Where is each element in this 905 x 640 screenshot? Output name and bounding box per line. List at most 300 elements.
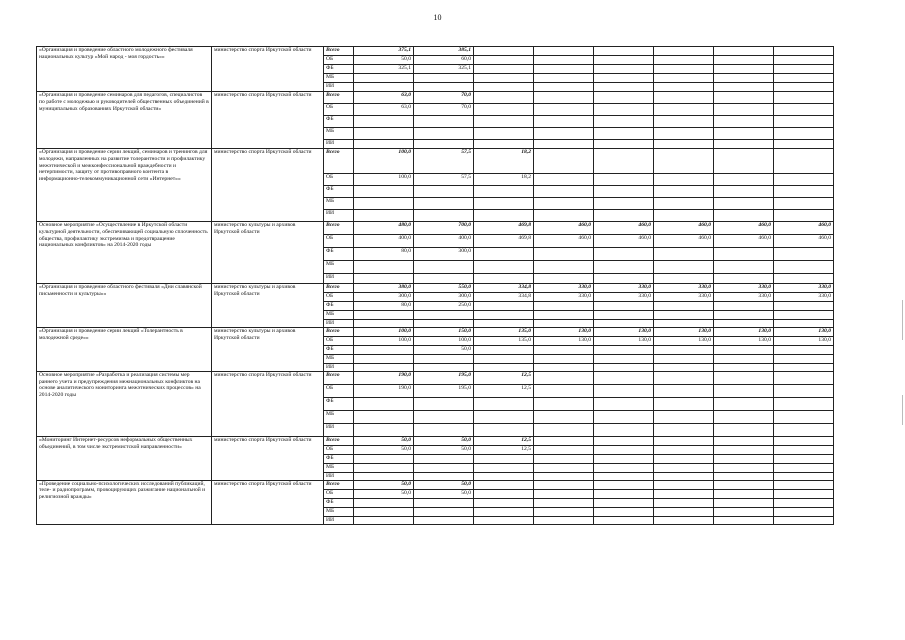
amount-cell (594, 74, 654, 83)
amount-cell (474, 128, 534, 140)
table-row (37, 480, 834, 489)
amount-cell (714, 507, 774, 516)
amount-cell: 50,0 (354, 489, 414, 498)
activity-description: «Организация и проведение серии лекций «Толерантность в молодежной среде»» (37, 327, 212, 371)
amount-cell (534, 480, 594, 489)
funding-table (36, 46, 834, 525)
amount-cell (414, 186, 474, 198)
amount-cell (474, 397, 534, 410)
funding-source-label: ОБ (324, 489, 354, 498)
funding-source-label: ОБ (324, 174, 354, 186)
amount-cell (774, 397, 834, 410)
amount-cell (654, 302, 714, 311)
amount-cell (654, 65, 714, 74)
amount-cell (654, 56, 714, 65)
amount-cell (714, 516, 774, 524)
amount-cell (414, 74, 474, 83)
amount-cell (594, 463, 654, 472)
amount-cell: 190,0 (354, 384, 414, 397)
amount-cell: 300,0 (414, 293, 474, 302)
amount-cell: 700,0 (414, 222, 474, 235)
amount-cell (474, 274, 534, 284)
amount-cell (714, 371, 774, 384)
responsible-executor: министерство спорта Иркутской области (212, 149, 324, 222)
amount-cell: 190,0 (354, 371, 414, 384)
amount-cell: 460,0 (774, 222, 834, 235)
amount-cell (774, 83, 834, 92)
funding-source-label: ФБ (324, 454, 354, 463)
amount-cell (654, 198, 714, 210)
amount-cell (594, 186, 654, 198)
amount-cell: 12,5 (474, 445, 534, 454)
amount-cell (594, 104, 654, 116)
amount-cell (534, 128, 594, 140)
amount-cell (714, 320, 774, 328)
amount-cell (714, 463, 774, 472)
amount-cell (534, 311, 594, 320)
amount-cell (594, 489, 654, 498)
amount-cell (774, 489, 834, 498)
amount-cell (714, 472, 774, 480)
funding-source-label: Всего (324, 222, 354, 235)
amount-cell (714, 498, 774, 507)
amount-cell (414, 311, 474, 320)
funding-source-label: ОБ (324, 445, 354, 454)
amount-cell (654, 116, 714, 128)
amount-cell (654, 140, 714, 149)
amount-cell (594, 198, 654, 210)
funding-source-label: Всего (324, 480, 354, 489)
amount-cell: 385,1 (414, 47, 474, 56)
amount-cell (414, 210, 474, 222)
amount-cell (534, 445, 594, 454)
amount-cell: 130,0 (534, 336, 594, 345)
amount-cell (474, 410, 534, 423)
amount-cell: 130,0 (654, 327, 714, 336)
amount-cell (594, 507, 654, 516)
responsible-executor: министерство спорта Иркутской области (212, 47, 324, 92)
amount-cell (714, 248, 774, 261)
amount-cell (774, 480, 834, 489)
amount-cell: 57,5 (414, 174, 474, 186)
funding-source-label: ИИ (324, 320, 354, 328)
amount-cell (534, 397, 594, 410)
amount-cell (774, 186, 834, 198)
amount-cell: 330,0 (654, 284, 714, 293)
funding-source-label: ОБ (324, 56, 354, 65)
amount-cell (594, 149, 654, 174)
amount-cell (714, 56, 774, 65)
amount-cell (654, 363, 714, 371)
responsible-executor: министерство спорта Иркутской области (212, 480, 324, 524)
amount-cell: 469,8 (474, 235, 534, 248)
amount-cell (654, 210, 714, 222)
amount-cell (534, 83, 594, 92)
amount-cell (774, 149, 834, 174)
amount-cell: 330,0 (534, 284, 594, 293)
amount-cell (354, 140, 414, 149)
amount-cell: 18,2 (474, 174, 534, 186)
amount-cell (714, 480, 774, 489)
amount-cell (534, 65, 594, 74)
funding-source-label: МБ (324, 261, 354, 274)
amount-cell (774, 363, 834, 371)
amount-cell: 80,0 (354, 302, 414, 311)
amount-cell: 195,0 (414, 384, 474, 397)
funding-source-label: Всего (324, 327, 354, 336)
amount-cell: 135,0 (474, 327, 534, 336)
amount-cell (654, 174, 714, 186)
amount-cell (654, 480, 714, 489)
funding-source-label: ОБ (324, 235, 354, 248)
amount-cell (354, 345, 414, 354)
amount-cell (414, 498, 474, 507)
amount-cell (774, 47, 834, 56)
scan-edge-mark (902, 300, 903, 340)
amount-cell (534, 104, 594, 116)
amount-cell (654, 47, 714, 56)
amount-cell (534, 274, 594, 284)
page-number: 10 (433, 13, 442, 22)
amount-cell (474, 363, 534, 371)
amount-cell (654, 410, 714, 423)
funding-source-label: Всего (324, 149, 354, 174)
amount-cell (714, 397, 774, 410)
amount-cell (414, 261, 474, 274)
amount-cell (654, 74, 714, 83)
amount-cell (534, 436, 594, 445)
amount-cell: 100,0 (414, 336, 474, 345)
amount-cell (354, 516, 414, 524)
amount-cell (534, 56, 594, 65)
amount-cell (354, 274, 414, 284)
table-row (37, 284, 834, 293)
amount-cell (774, 65, 834, 74)
amount-cell (354, 397, 414, 410)
amount-cell (654, 454, 714, 463)
responsible-executor: министерство спорта Иркутской области (212, 92, 324, 149)
amount-cell: 460,0 (534, 235, 594, 248)
amount-cell (354, 423, 414, 436)
amount-cell (714, 186, 774, 198)
amount-cell: 300,0 (414, 248, 474, 261)
amount-cell (474, 116, 534, 128)
activity-description: «Организация и проведение семинаров для педагогов, специалистов по работе с молодежью и руководителей общественных объединений в муниципальных образованиях Иркутской области» (37, 92, 212, 149)
activity-description: «Проведение социально-психологических исследований публикаций, теле- и радиопрограмм, провоцирующих разжигание национальной и религиозной вражды» (37, 480, 212, 524)
amount-cell (414, 507, 474, 516)
funding-source-label: ИИ (324, 83, 354, 92)
amount-cell (474, 320, 534, 328)
amount-cell (534, 174, 594, 186)
amount-cell (594, 248, 654, 261)
funding-source-label: ОБ (324, 336, 354, 345)
funding-source-label: МБ (324, 74, 354, 83)
funding-source-label: ФБ (324, 498, 354, 507)
amount-cell (474, 480, 534, 489)
amount-cell: 460,0 (714, 235, 774, 248)
amount-cell: 375,1 (354, 47, 414, 56)
amount-cell: 63,0 (354, 104, 414, 116)
amount-cell (654, 423, 714, 436)
amount-cell: 100,0 (354, 174, 414, 186)
amount-cell (594, 274, 654, 284)
amount-cell: 50,0 (414, 445, 474, 454)
funding-source-label: Всего (324, 436, 354, 445)
amount-cell: 480,0 (354, 222, 414, 235)
amount-cell: 130,0 (774, 327, 834, 336)
amount-cell (474, 83, 534, 92)
amount-cell: 130,0 (594, 336, 654, 345)
amount-cell: 12,5 (474, 384, 534, 397)
amount-cell (354, 363, 414, 371)
amount-cell: 334,8 (474, 293, 534, 302)
amount-cell (654, 436, 714, 445)
amount-cell: 460,0 (654, 235, 714, 248)
amount-cell (534, 116, 594, 128)
amount-cell (654, 463, 714, 472)
amount-cell (414, 454, 474, 463)
amount-cell: 330,0 (594, 284, 654, 293)
amount-cell (594, 174, 654, 186)
amount-cell (594, 410, 654, 423)
funding-source-label: ОБ (324, 384, 354, 397)
activity-description: «Организация и проведение областного молодежного фестиваля национальных культур «Мой народ - моя гордость»» (37, 47, 212, 92)
activity-description: «Мониторинг Интернет-ресурсов неформальных общественных объединений, в том числе экстремистской направленности» (37, 436, 212, 480)
amount-cell: 57,5 (414, 149, 474, 174)
activity-description: Основное мероприятие «Осуществление в Иркутской области культурной деятельности, обеспечивающей социальную сплоченность общества, профилактику экстремизма и предотвращение национальных конфликтов» на 2014-2020 годы (37, 222, 212, 284)
amount-cell (594, 472, 654, 480)
amount-cell (654, 354, 714, 363)
amount-cell (594, 140, 654, 149)
amount-cell (594, 363, 654, 371)
amount-cell: 325,1 (414, 65, 474, 74)
amount-cell: 460,0 (654, 222, 714, 235)
amount-cell (474, 74, 534, 83)
amount-cell (534, 423, 594, 436)
amount-cell (534, 186, 594, 198)
table-row (37, 47, 834, 56)
amount-cell (654, 371, 714, 384)
scan-edge-mark (902, 395, 903, 425)
amount-cell (354, 472, 414, 480)
amount-cell (594, 516, 654, 524)
amount-cell (714, 210, 774, 222)
responsible-executor: министерство культуры и архивов Иркутской области (212, 222, 324, 284)
amount-cell (714, 174, 774, 186)
funding-source-label: МБ (324, 311, 354, 320)
amount-cell (774, 320, 834, 328)
funding-source-label: МБ (324, 463, 354, 472)
amount-cell: 130,0 (714, 327, 774, 336)
funding-source-label: ИИ (324, 472, 354, 480)
amount-cell (414, 83, 474, 92)
funding-source-label: МБ (324, 198, 354, 210)
amount-cell: 60,0 (414, 56, 474, 65)
amount-cell (354, 198, 414, 210)
amount-cell (714, 92, 774, 104)
amount-cell (474, 56, 534, 65)
amount-cell (654, 489, 714, 498)
amount-cell (354, 74, 414, 83)
amount-cell (474, 489, 534, 498)
amount-cell (414, 274, 474, 284)
amount-cell (594, 397, 654, 410)
amount-cell: 330,0 (714, 293, 774, 302)
amount-cell (354, 454, 414, 463)
amount-cell (774, 384, 834, 397)
amount-cell: 100,0 (354, 327, 414, 336)
amount-cell (774, 345, 834, 354)
amount-cell (354, 320, 414, 328)
amount-cell (774, 454, 834, 463)
responsible-executor: министерство спорта Иркутской области (212, 371, 324, 436)
amount-cell (774, 311, 834, 320)
amount-cell: 50,0 (414, 436, 474, 445)
amount-cell (714, 436, 774, 445)
amount-cell (774, 104, 834, 116)
amount-cell (714, 345, 774, 354)
funding-source-label: ИИ (324, 423, 354, 436)
amount-cell (414, 363, 474, 371)
funding-source-label: ФБ (324, 248, 354, 261)
amount-cell: 380,0 (354, 284, 414, 293)
amount-cell (654, 149, 714, 174)
amount-cell: 460,0 (534, 222, 594, 235)
funding-source-label: Всего (324, 284, 354, 293)
funding-source-label: ФБ (324, 397, 354, 410)
amount-cell: 334,8 (474, 284, 534, 293)
amount-cell (714, 104, 774, 116)
funding-source-label: Всего (324, 371, 354, 384)
amount-cell: 100,0 (354, 336, 414, 345)
amount-cell (354, 83, 414, 92)
amount-cell (774, 516, 834, 524)
amount-cell (714, 445, 774, 454)
amount-cell (594, 47, 654, 56)
amount-cell (594, 116, 654, 128)
amount-cell (534, 210, 594, 222)
table-row (37, 222, 834, 235)
amount-cell (534, 363, 594, 371)
amount-cell (414, 472, 474, 480)
amount-cell (594, 445, 654, 454)
amount-cell (654, 186, 714, 198)
amount-cell (534, 371, 594, 384)
amount-cell (414, 410, 474, 423)
funding-source-label: МБ (324, 128, 354, 140)
amount-cell (594, 480, 654, 489)
responsible-executor: министерство культуры и архивов Иркутской области (212, 284, 324, 328)
amount-cell (714, 198, 774, 210)
amount-cell: 330,0 (774, 284, 834, 293)
amount-cell (774, 140, 834, 149)
amount-cell (354, 498, 414, 507)
amount-cell (354, 210, 414, 222)
table-row (37, 371, 834, 384)
amount-cell (534, 74, 594, 83)
amount-cell (654, 320, 714, 328)
amount-cell (354, 116, 414, 128)
amount-cell (654, 384, 714, 397)
amount-cell (774, 410, 834, 423)
amount-cell (354, 463, 414, 472)
funding-source-label: ФБ (324, 345, 354, 354)
table-row (37, 149, 834, 174)
amount-cell (714, 65, 774, 74)
amount-cell (534, 516, 594, 524)
amount-cell (714, 149, 774, 174)
amount-cell (594, 423, 654, 436)
amount-cell: 100,0 (354, 149, 414, 174)
amount-cell (474, 198, 534, 210)
amount-cell (474, 186, 534, 198)
funding-source-label: ОБ (324, 293, 354, 302)
amount-cell (654, 516, 714, 524)
amount-cell: 330,0 (774, 293, 834, 302)
amount-cell (474, 261, 534, 274)
amount-cell (714, 74, 774, 83)
amount-cell (534, 320, 594, 328)
amount-cell (714, 363, 774, 371)
amount-cell (414, 423, 474, 436)
amount-cell (774, 116, 834, 128)
amount-cell (774, 261, 834, 274)
amount-cell (354, 507, 414, 516)
amount-cell (414, 463, 474, 472)
amount-cell (354, 311, 414, 320)
amount-cell (414, 354, 474, 363)
amount-cell (714, 274, 774, 284)
amount-cell (594, 345, 654, 354)
table-row (37, 92, 834, 104)
amount-cell: 12,5 (474, 371, 534, 384)
amount-cell: 50,0 (354, 436, 414, 445)
amount-cell: 400,0 (414, 235, 474, 248)
amount-cell: 330,0 (714, 284, 774, 293)
amount-cell (714, 384, 774, 397)
amount-cell: 325,1 (354, 65, 414, 74)
amount-cell: 460,0 (594, 222, 654, 235)
amount-cell (414, 116, 474, 128)
amount-cell (714, 410, 774, 423)
amount-cell (474, 302, 534, 311)
amount-cell (534, 384, 594, 397)
amount-cell (534, 354, 594, 363)
amount-cell (714, 116, 774, 128)
amount-cell (534, 149, 594, 174)
amount-cell (774, 436, 834, 445)
amount-cell: 130,0 (714, 336, 774, 345)
amount-cell (474, 65, 534, 74)
funding-source-label: ИИ (324, 140, 354, 149)
funding-source-label: Всего (324, 47, 354, 56)
table-row (37, 327, 834, 336)
amount-cell (654, 397, 714, 410)
amount-cell (774, 248, 834, 261)
amount-cell (594, 436, 654, 445)
amount-cell (474, 92, 534, 104)
amount-cell (474, 354, 534, 363)
amount-cell (774, 423, 834, 436)
amount-cell: 130,0 (534, 327, 594, 336)
amount-cell: 469,8 (474, 222, 534, 235)
amount-cell (774, 354, 834, 363)
amount-cell: 80,0 (354, 248, 414, 261)
funding-source-label: ОБ (324, 104, 354, 116)
responsible-executor: министерство спорта Иркутской области (212, 436, 324, 480)
amount-cell (774, 174, 834, 186)
funding-source-label: Всего (324, 92, 354, 104)
